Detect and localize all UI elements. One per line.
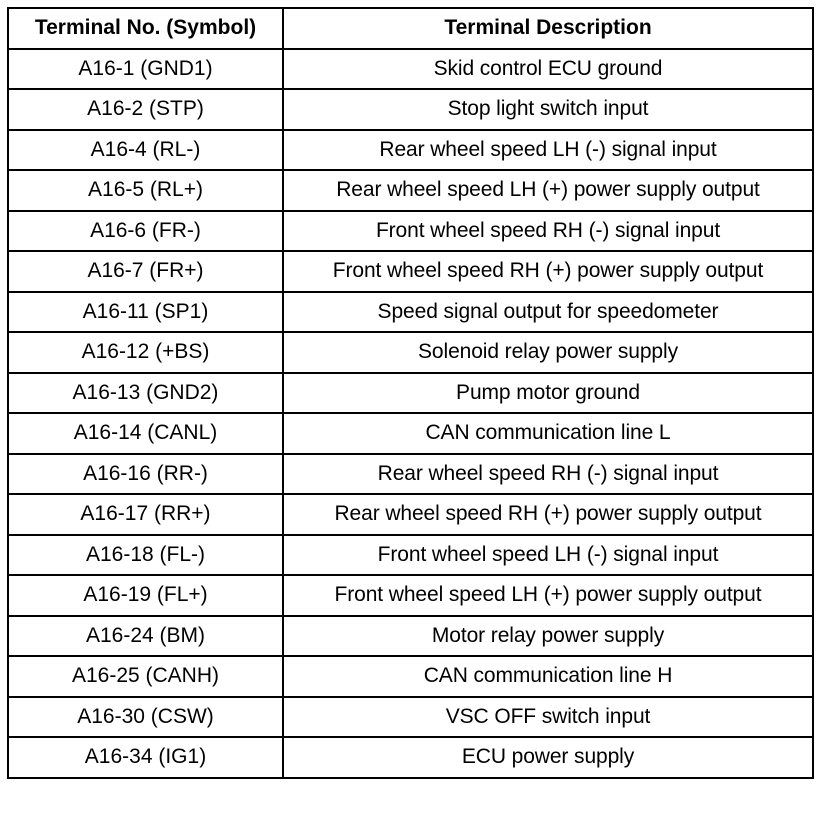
terminal-no-cell: A16-18 (FL-) [8,535,283,576]
terminal-description-cell: Rear wheel speed LH (-) signal input [283,130,813,171]
table-header-row [8,8,813,49]
terminal-description-cell: Stop light switch input [283,89,813,130]
table-row [8,130,813,171]
terminal-no-cell: A16-24 (BM) [8,616,283,657]
terminal-no-cell: A16-17 (RR+) [8,494,283,535]
terminal-description-cell: Rear wheel speed RH (+) power supply output [283,494,813,535]
terminal-description-cell: Pump motor ground [283,373,813,414]
table-row [8,737,813,778]
table-row [8,494,813,535]
table-row [8,454,813,495]
terminal-no-cell: A16-1 (GND1) [8,49,283,90]
terminal-table-container [7,7,814,779]
terminal-description-cell: Speed signal output for speedometer [283,292,813,333]
table-row [8,49,813,90]
terminal-no-cell: A16-7 (FR+) [8,251,283,292]
terminal-description-cell: Front wheel speed LH (-) signal input [283,535,813,576]
table-row [8,332,813,373]
table-row [8,373,813,414]
terminal-description-cell: Rear wheel speed LH (+) power supply output [283,170,813,211]
header-terminal-description: Terminal Description [283,8,813,49]
table-row [8,292,813,333]
table-row [8,89,813,130]
table-row [8,656,813,697]
table-row [8,697,813,738]
terminal-description-cell: VSC OFF switch input [283,697,813,738]
table-row [8,616,813,657]
terminal-description-cell: CAN communication line L [283,413,813,454]
terminal-description-cell: Motor relay power supply [283,616,813,657]
terminal-no-cell: A16-12 (+BS) [8,332,283,373]
table-row [8,413,813,454]
terminal-no-cell: A16-30 (CSW) [8,697,283,738]
terminal-table [7,7,814,779]
terminal-description-cell: Front wheel speed LH (+) power supply output [283,575,813,616]
table-row [8,251,813,292]
terminal-no-cell: A16-6 (FR-) [8,211,283,252]
terminal-no-cell: A16-16 (RR-) [8,454,283,495]
terminal-no-cell: A16-2 (STP) [8,89,283,130]
table-row [8,211,813,252]
terminal-no-cell: A16-34 (IG1) [8,737,283,778]
terminal-no-cell: A16-11 (SP1) [8,292,283,333]
terminal-description-cell: Rear wheel speed RH (-) signal input [283,454,813,495]
terminal-no-cell: A16-19 (FL+) [8,575,283,616]
terminal-no-cell: A16-13 (GND2) [8,373,283,414]
terminal-description-cell: Solenoid relay power supply [283,332,813,373]
table-row [8,535,813,576]
terminal-description-cell: CAN communication line H [283,656,813,697]
terminal-description-cell: Front wheel speed RH (+) power supply output [283,251,813,292]
terminal-no-cell: A16-5 (RL+) [8,170,283,211]
table-row [8,170,813,211]
table-row [8,575,813,616]
terminal-no-cell: A16-25 (CANH) [8,656,283,697]
terminal-description-cell: Front wheel speed RH (-) signal input [283,211,813,252]
terminal-no-cell: A16-14 (CANL) [8,413,283,454]
terminal-description-cell: Skid control ECU ground [283,49,813,90]
terminal-description-cell: ECU power supply [283,737,813,778]
terminal-no-cell: A16-4 (RL-) [8,130,283,171]
header-terminal-no: Terminal No. (Symbol) [8,8,283,49]
